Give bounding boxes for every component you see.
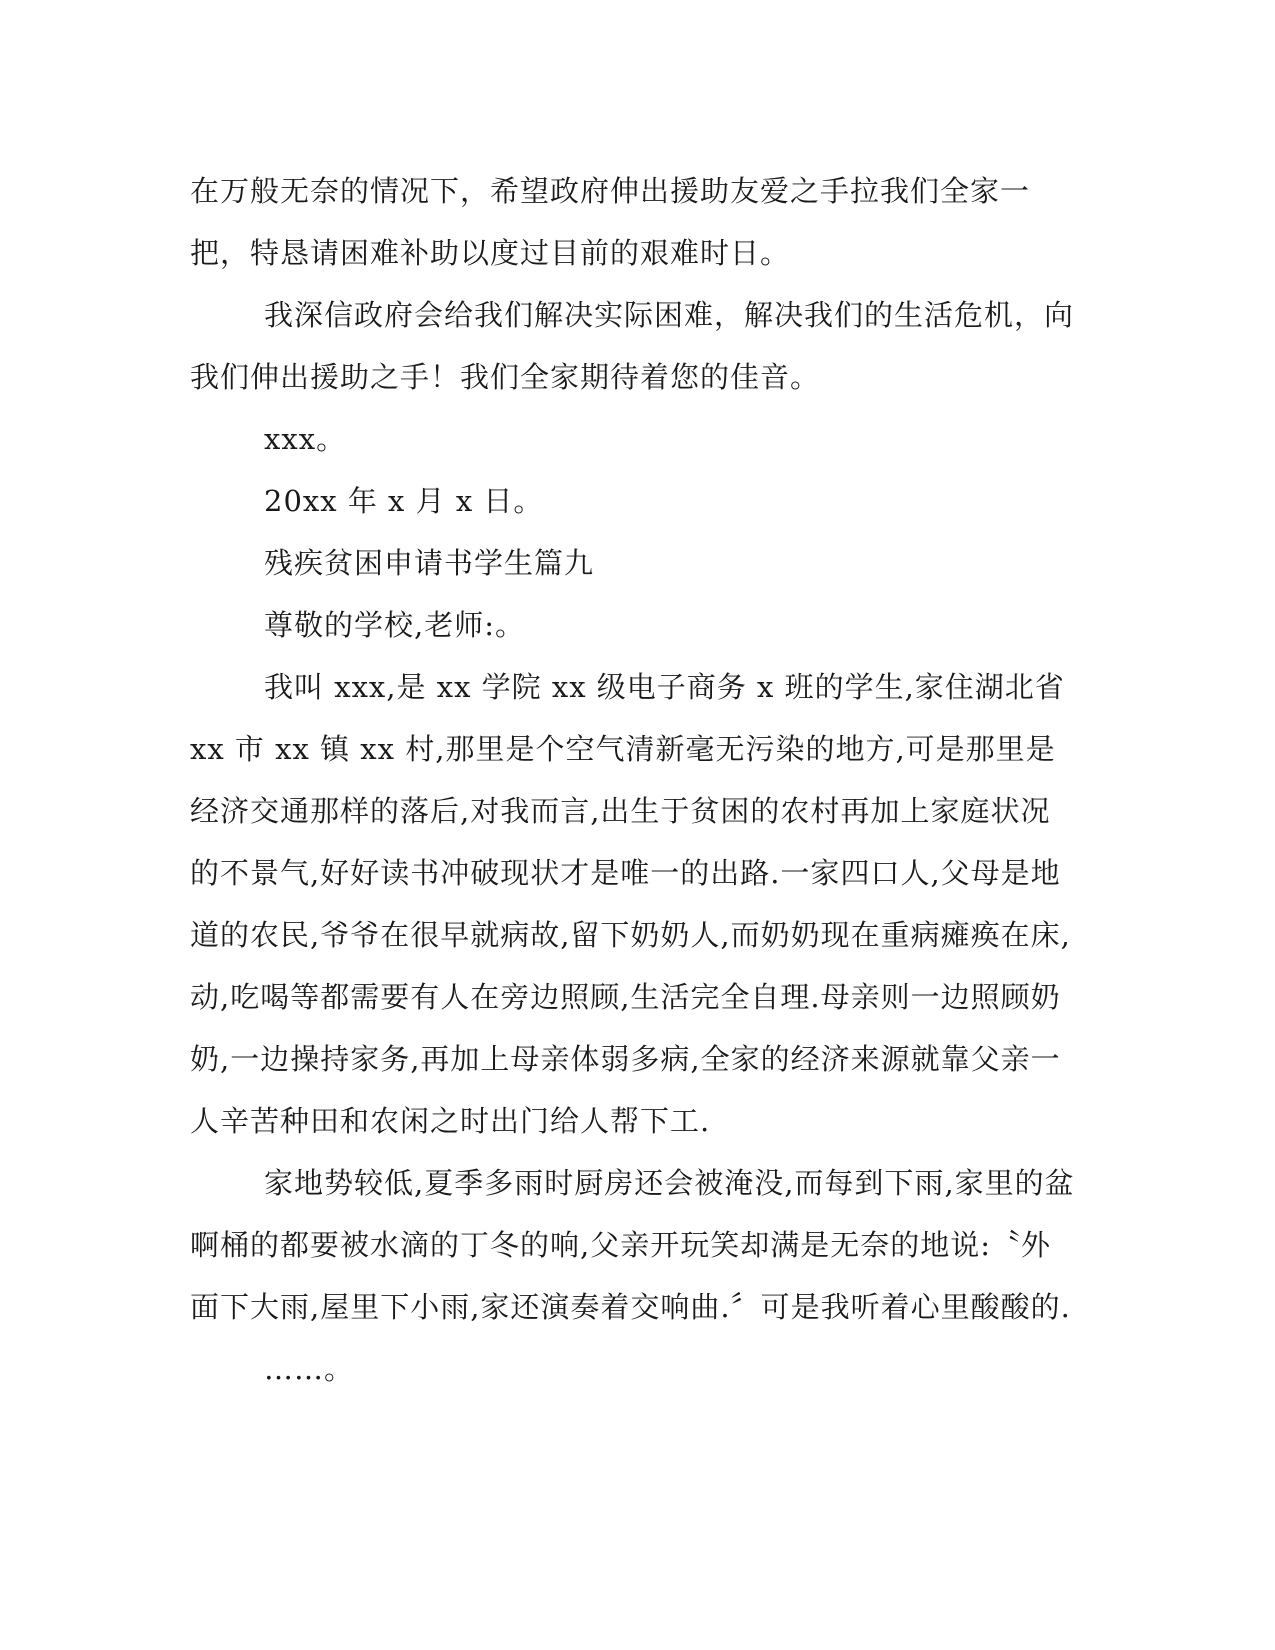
signature-date: 20xx 年 x 月 x 日。 xyxy=(264,484,544,518)
salutation: 尊敬的学校,老师:。 xyxy=(264,608,525,642)
paragraph-ellipsis: ……。 xyxy=(264,1352,355,1386)
paragraph-trust-government: 我深信政府会给我们解决实际困难，解决我们的生活危机，向我们伸出援助之手！我们全家期待着您的佳音。 xyxy=(190,298,1075,394)
section-heading: 残疾贫困申请书学生篇九 xyxy=(264,546,595,580)
paragraph-assistance-request: 在万般无奈的情况下，希望政府伸出援助友爱之手拉我们全家一把，特恳请困难补助以度过目前的艰难时日。 xyxy=(190,174,1031,270)
document-body xyxy=(190,160,1078,1400)
signature-name: xxx。 xyxy=(264,422,347,456)
paragraph-home-conditions: 家地势较低,夏季多雨时厨房还会被淹没,而每到下雨,家里的盆啊桶的都要被水滴的丁冬的响,父亲开玩笑却满是无奈的地说:〝外面下大雨,屋里下小雨,家还演奏着交响曲.〞可是我听着心里酸酸的. xyxy=(190,1166,1075,1324)
paragraph-self-introduction: 我叫 xxx,是 xx 学院 xx 级电子商务 x 班的学生,家住湖北省 xx 市 xx 镇 xx 村,那里是个空气清新毫无污染的地方,可是那里是经济交通那样的落后,对我而言,出生于贫困的农村再加上家庭状况的不景气,好好读书冲破现状才是唯一的出路.一家四口人,父母是地道的农民,爷爷在很早就病故,留下奶奶人,而奶奶现在重病瘫痪在床,动,吃喝等都需要有人在旁边照顾,生活完全自理.母亲则一边照顾奶奶,一边操持家务,再加上母亲体弱多病,全家的经济来源就靠父亲一人辛苦种田和农闲之时出门给人帮下工. xyxy=(190,670,1071,1138)
